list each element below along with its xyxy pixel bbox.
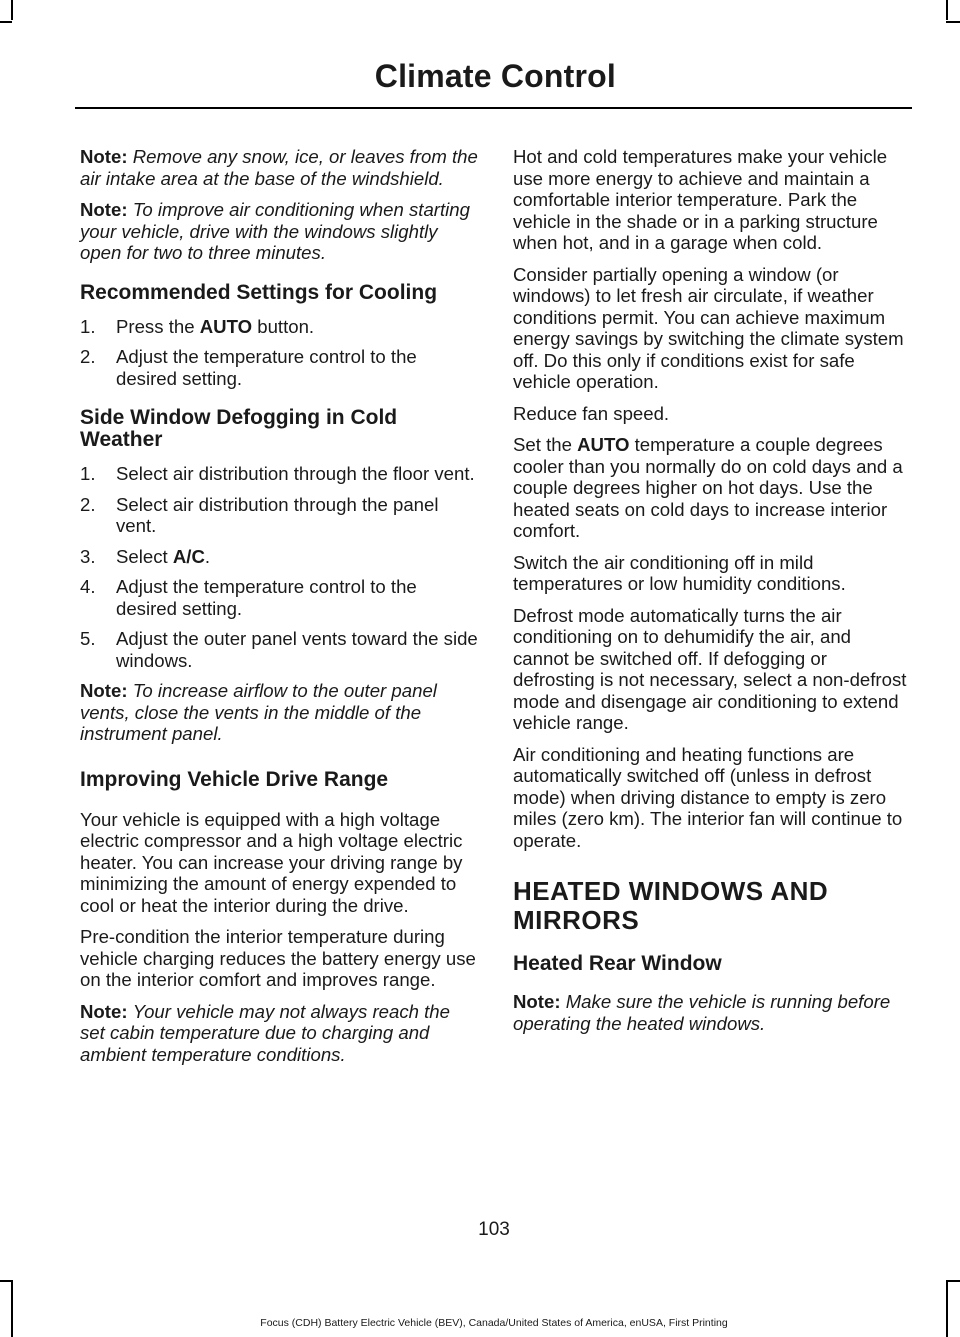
section-heading-line: MIRRORS	[513, 905, 640, 935]
note-cabin-temperature	[80, 1001, 478, 1066]
item-number: 2.	[80, 493, 96, 515]
item-text: Select air distribution through the panel vent.	[116, 493, 439, 536]
item-text: .	[204, 545, 211, 567]
page-number: 103	[478, 1219, 510, 1240]
note-text: Remove any snow, ice, or leaves from the air intake area at the base of the windshield.	[80, 146, 478, 189]
paragraph: Consider partially opening a window (or windows) to let fresh air circulate, if weather conditions permit. You can achieve maximum energy savings by switching the climate system off. Do this only if conditions exist for safe vehicle operation.	[513, 263, 904, 392]
note-air-conditioning	[80, 199, 478, 264]
paragraph: Reduce fan speed.	[513, 402, 670, 424]
list-item	[80, 628, 478, 671]
note-air-intake	[80, 146, 478, 189]
item-text: button.	[252, 315, 315, 337]
paragraph-text: temperature a couple degrees cooler than you normally do on cold days and a couple degrees higher on hot days. Use the heated seats on cold days to increase interior comfort.	[513, 434, 903, 541]
item-number: 2.	[80, 346, 96, 367]
crop-mark	[0, 1280, 12, 1282]
note-heated-windows	[513, 991, 911, 1034]
paragraph: Defrost mode automatically turns the air conditioning on to dehumidify the air, and cannot be switched off. If defogging or defrosting is not necessary, select a non-defrost mode and disengage air conditioning to extend vehicle range.	[513, 604, 907, 733]
crop-mark	[0, 21, 12, 23]
item-text: Press the	[116, 315, 200, 337]
list-item	[80, 316, 478, 338]
item-number: 1.	[80, 315, 96, 337]
heading-defogging: Side Window Defogging in Cold Weather	[80, 406, 398, 451]
paragraph: Air conditioning and heating functions are automatically switched off (unless in defrost mode) when driving distance to empty is zero miles (zero km). The interior fan will continue to operate.	[513, 743, 903, 851]
crop-mark	[946, 0, 948, 20]
item-text: Adjust the outer panel vents toward the side windows.	[116, 628, 478, 671]
crop-mark	[946, 21, 960, 23]
list-item	[80, 546, 478, 568]
paragraph: Your vehicle is equipped with a high voltage electric compressor and a high voltage electric heater. You can increase your driving range by minimizing the amount of energy expended to cool or heat the interior during the drive.	[80, 808, 463, 916]
note-text: Make sure the vehicle is running before operating the heated windows.	[513, 991, 891, 1034]
right-column	[513, 146, 911, 1044]
note-text: Your vehicle may not always reach the set cabin temperature due to charging and ambient temperature conditions.	[80, 1000, 450, 1065]
note-label: Note:	[513, 991, 561, 1012]
item-number: 5.	[80, 628, 96, 649]
heading-heated-rear-window: Heated Rear Window	[513, 952, 722, 975]
note-text: To increase airflow to the outer panel vents, close the vents in the middle of the instrument panel.	[80, 680, 437, 744]
item-number: 4.	[80, 576, 96, 597]
heading-cooling: Recommended Settings for Cooling	[80, 280, 438, 304]
auto-button-label: AUTO	[199, 315, 253, 337]
item-number: 1.	[80, 463, 96, 484]
paragraph: Pre-condition the interior temperature during vehicle charging reduces the battery energy use on the interior comfort and improves range.	[80, 926, 476, 990]
crop-mark	[11, 0, 13, 20]
defogging-steps	[80, 463, 478, 671]
auto-button-label: AUTO	[577, 434, 630, 455]
note-outer-vents	[80, 680, 478, 745]
item-text: Adjust the temperature control to the desired setting.	[116, 346, 417, 389]
note-label: Note:	[80, 680, 128, 701]
list-item	[80, 346, 478, 389]
ac-button-label: A/C	[172, 545, 205, 567]
page-title: Climate Control	[374, 58, 616, 94]
paragraph: Switch the air conditioning off in mild temperatures or low humidity conditions.	[513, 551, 846, 594]
cooling-steps	[80, 316, 478, 390]
header-divider	[75, 107, 912, 109]
note-label: Note:	[80, 146, 128, 167]
heading-drive-range: Improving Vehicle Drive Range	[80, 767, 389, 791]
list-item	[80, 463, 478, 485]
left-column	[80, 146, 478, 1075]
item-text: Adjust the temperature control to the desired setting.	[116, 576, 417, 619]
section-heading-line: HEATED WINDOWS AND	[513, 876, 829, 906]
section-heading-heated-windows	[513, 877, 911, 935]
list-item	[80, 494, 478, 537]
footer-text: Focus (CDH) Battery Electric Vehicle (BEV), Canada/United States of America, enUSA, First Printing	[260, 1317, 728, 1329]
note-label: Note:	[80, 1000, 128, 1022]
note-label: Note:	[80, 199, 128, 220]
item-number: 3.	[80, 545, 96, 567]
note-text: To improve air conditioning when starting your vehicle, drive with the windows slightly open for two to three minutes.	[80, 199, 470, 263]
paragraph-text: Set the	[513, 434, 578, 455]
paragraph: Hot and cold temperatures make your vehicle use more energy to achieve and maintain a comfortable interior temperature. Park the vehicle in the shade or in a parking structure when hot, and in a garage when cold.	[513, 146, 888, 253]
list-item	[80, 576, 478, 619]
item-text: Select air distribution through the floor vent.	[116, 463, 475, 484]
paragraph	[513, 434, 911, 542]
crop-mark	[946, 1280, 960, 1282]
item-text: Select	[116, 545, 173, 567]
